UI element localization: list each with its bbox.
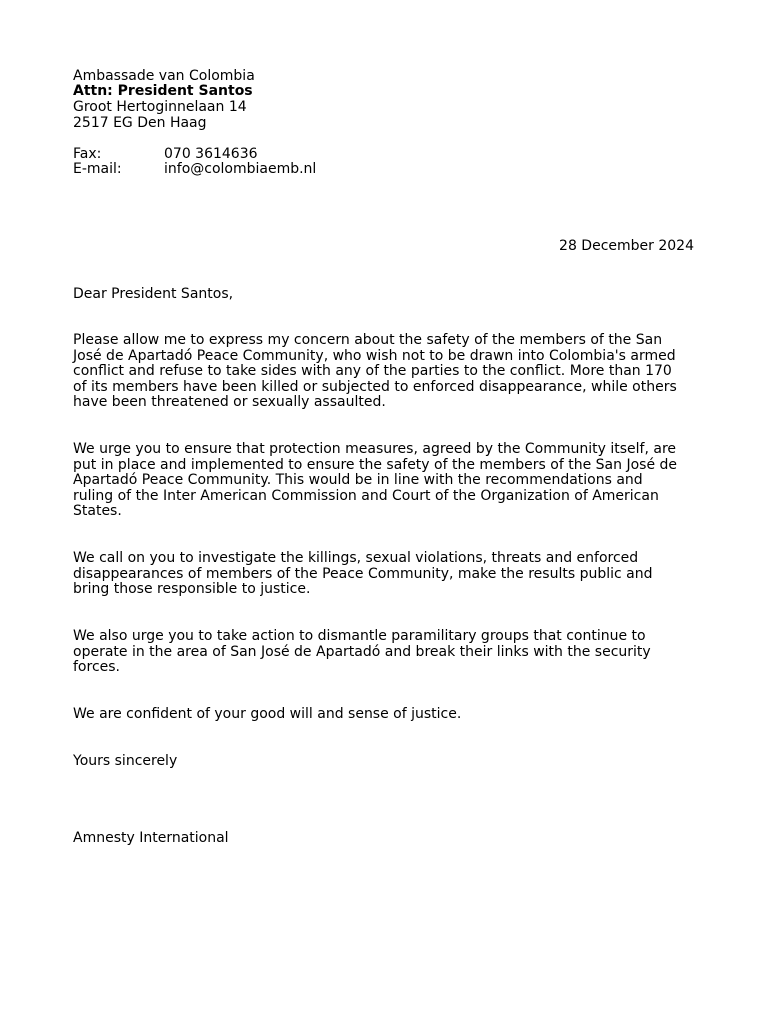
- paragraph-line: put in place and implemented to ensure the safety of the members of the San José de: [73, 456, 678, 473]
- body-paragraph-5: [73, 707, 701, 723]
- paragraph-line: conflict and refuse to take sides with any of the parties to the conflict. More than 170: [73, 363, 672, 379]
- paragraph-line: forces.: [73, 659, 120, 675]
- paragraph-line: Please allow me to express my concern about the safety of the members of the San: [73, 332, 663, 348]
- paragraph-line: We also urge you to take action to dismantle paramilitary groups that continue to: [73, 628, 646, 644]
- paragraph-line: bring those responsible to justice.: [73, 581, 311, 597]
- body-paragraph-1: [73, 333, 701, 411]
- paragraph-line: We urge you to ensure that protection measures, agreed by the Community itself, are: [73, 441, 677, 457]
- paragraph-line: ruling of the Inter American Commission and Court of the Organization of American: [73, 487, 659, 504]
- paragraph-line: We call on you to investigate the killings, sexual violations, threats and enforced: [73, 550, 639, 566]
- paragraph-line: Apartadó Peace Community. This would be in line with the recommendations and: [73, 472, 643, 488]
- paragraph-line: States.: [73, 503, 122, 519]
- paragraph-line: José de Apartadó Peace Community, who wish not to be drawn into Colombia's armed: [73, 347, 676, 364]
- salutation: Dear President Santos,: [73, 286, 234, 302]
- paragraph-line: We are confident of your good will and sense of justice.: [73, 706, 462, 722]
- signature: Amnesty International: [73, 830, 229, 846]
- paragraph-line: of its members have been killed or subjected to enforced disappearance, while others: [73, 378, 677, 395]
- fax-row: [73, 146, 258, 162]
- recipient-attention: Attn: President Santos: [73, 83, 253, 99]
- paragraph-line: have been threatened or sexually assaulted.: [73, 394, 386, 410]
- email-row: [73, 161, 316, 177]
- paragraph-line: operate in the area of San José de Apartadó and break their links with the security: [73, 643, 651, 660]
- body-paragraph-4: [73, 629, 701, 676]
- recipient-organization: Ambassade van Colombia: [73, 68, 255, 84]
- fax-label: Fax:: [73, 146, 102, 162]
- body-paragraph-3: [73, 551, 701, 598]
- body-paragraph-2: [73, 442, 701, 520]
- letter-date: 28 December 2024: [559, 238, 694, 254]
- recipient-street: Groot Hertoginnelaan 14: [73, 99, 247, 115]
- fax-value: 070 3614636: [164, 146, 258, 162]
- paragraph-line: disappearances of members of the Peace Community, make the results public and: [73, 565, 653, 582]
- email-value: info@colombiaemb.nl: [164, 161, 317, 177]
- recipient-postal-city: 2517 EG Den Haag: [73, 115, 207, 131]
- closing: Yours sincerely: [73, 753, 178, 769]
- email-label: E-mail:: [73, 161, 122, 177]
